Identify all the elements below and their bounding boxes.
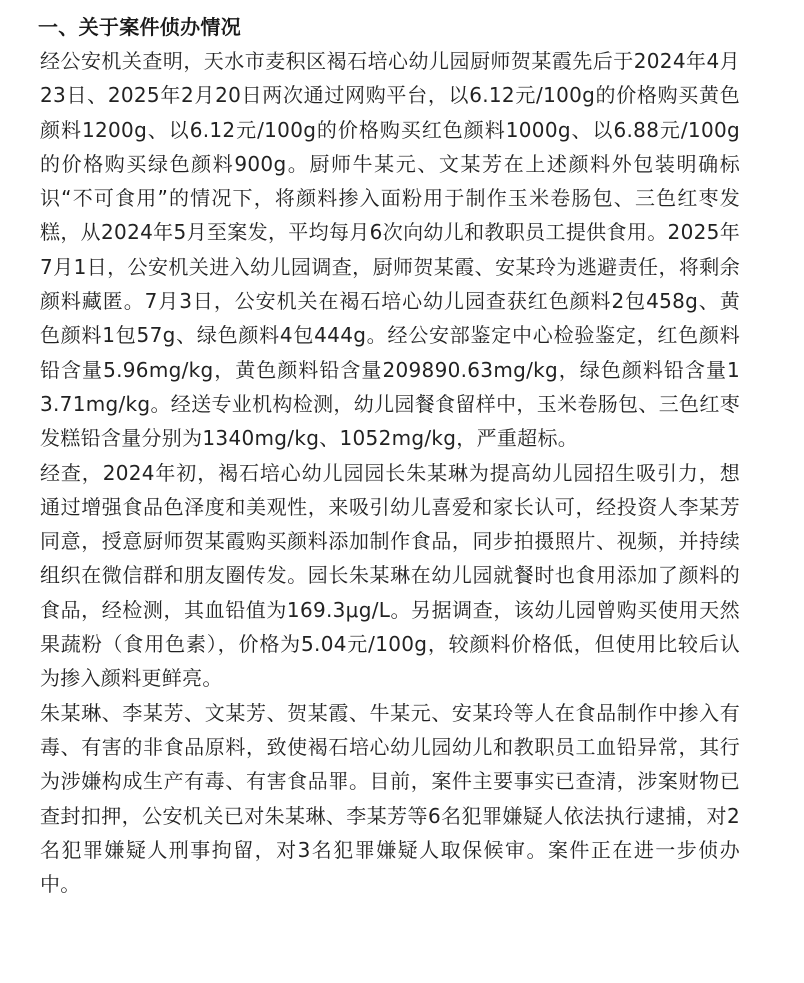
paragraph-case-status: 朱某琳、李某芳、文某芳、贺某霞、牛某元、安某玲等人在食品制作中掺入有毒、有害的非食品原料，致使褐石培心幼儿园幼儿和教职员工血铅异常，其行为涉嫌构成生产有毒、有害食品罪。目前，案件主要事实已查清，涉案财物已查封扣押，公安机关已对朱某琳、李某芳等6名犯罪嫌疑人依法执行逮捕，对2名犯罪嫌疑人刑事拘留，对3名犯罪嫌疑人取保候审。案件正在进一步侦办中。 [40,700,740,897]
paragraph-investigation-findings: 经公安机关查明，天水市麦积区褐石培心幼儿园厨师贺某霞先后于2024年4月23日、2025年2月20日两次通过网购平台，以6.12元/100g的价格购买黄色颜料1200g、以6.12元/100g的价格购买红色颜料1000g、以6.88元/100g的价格购买绿色颜料900g。厨师牛某元、文某芳在上述颜料外包装明确标识“不可食用”的情况下，将颜料掺入面粉用于制作玉米卷肠包、三色红枣发糕，从2024年5月至案发，平均每月6次向幼儿和教职员工提供食用。2025年7月1日，公安机关进入幼儿园调查，厨师贺某霞、安某玲为逃避责任，将剩余颜料藏匿。7月3日，公安机关在褐石培心幼儿园查获红色颜料2包458g、黄色颜料1包57g、绿色颜料4包444g。经公安部鉴定中心检验鉴定，红色颜料铅含量5.96mg/kg，黄色颜料铅含量209890.63mg/kg，绿色颜料铅含量13.71mg/kg。经送专业机构检测，幼儿园餐食留样中，玉米卷肠包、三色红枣发糕铅含量分别为1340mg/kg、1052mg/kg，严重超标。 [40,49,740,451]
paragraph-motive: 经查，2024年初，褐石培心幼儿园园长朱某琳为提高幼儿园招生吸引力，想通过增强食品色泽度和美观性，来吸引幼儿喜爱和家长认可，经投资人李某芳同意，授意厨师贺某霞购买颜料添加制作食品，同步拍摄照片、视频，并持续组织在微信群和朋友圈传发。园长朱某琳在幼儿园就餐时也食用添加了颜料的食品，经检测，其血铅值为169.3μg/L。另据调查，该幼儿园曾购买使用天然果蔬粉（食用色素），价格为5.04元/100g，较颜料价格低，但使用比较后认为掺入颜料更鲜亮。 [40,460,740,691]
section-heading: 一、关于案件侦办情况 [38,15,241,39]
article-body [40,10,740,901]
